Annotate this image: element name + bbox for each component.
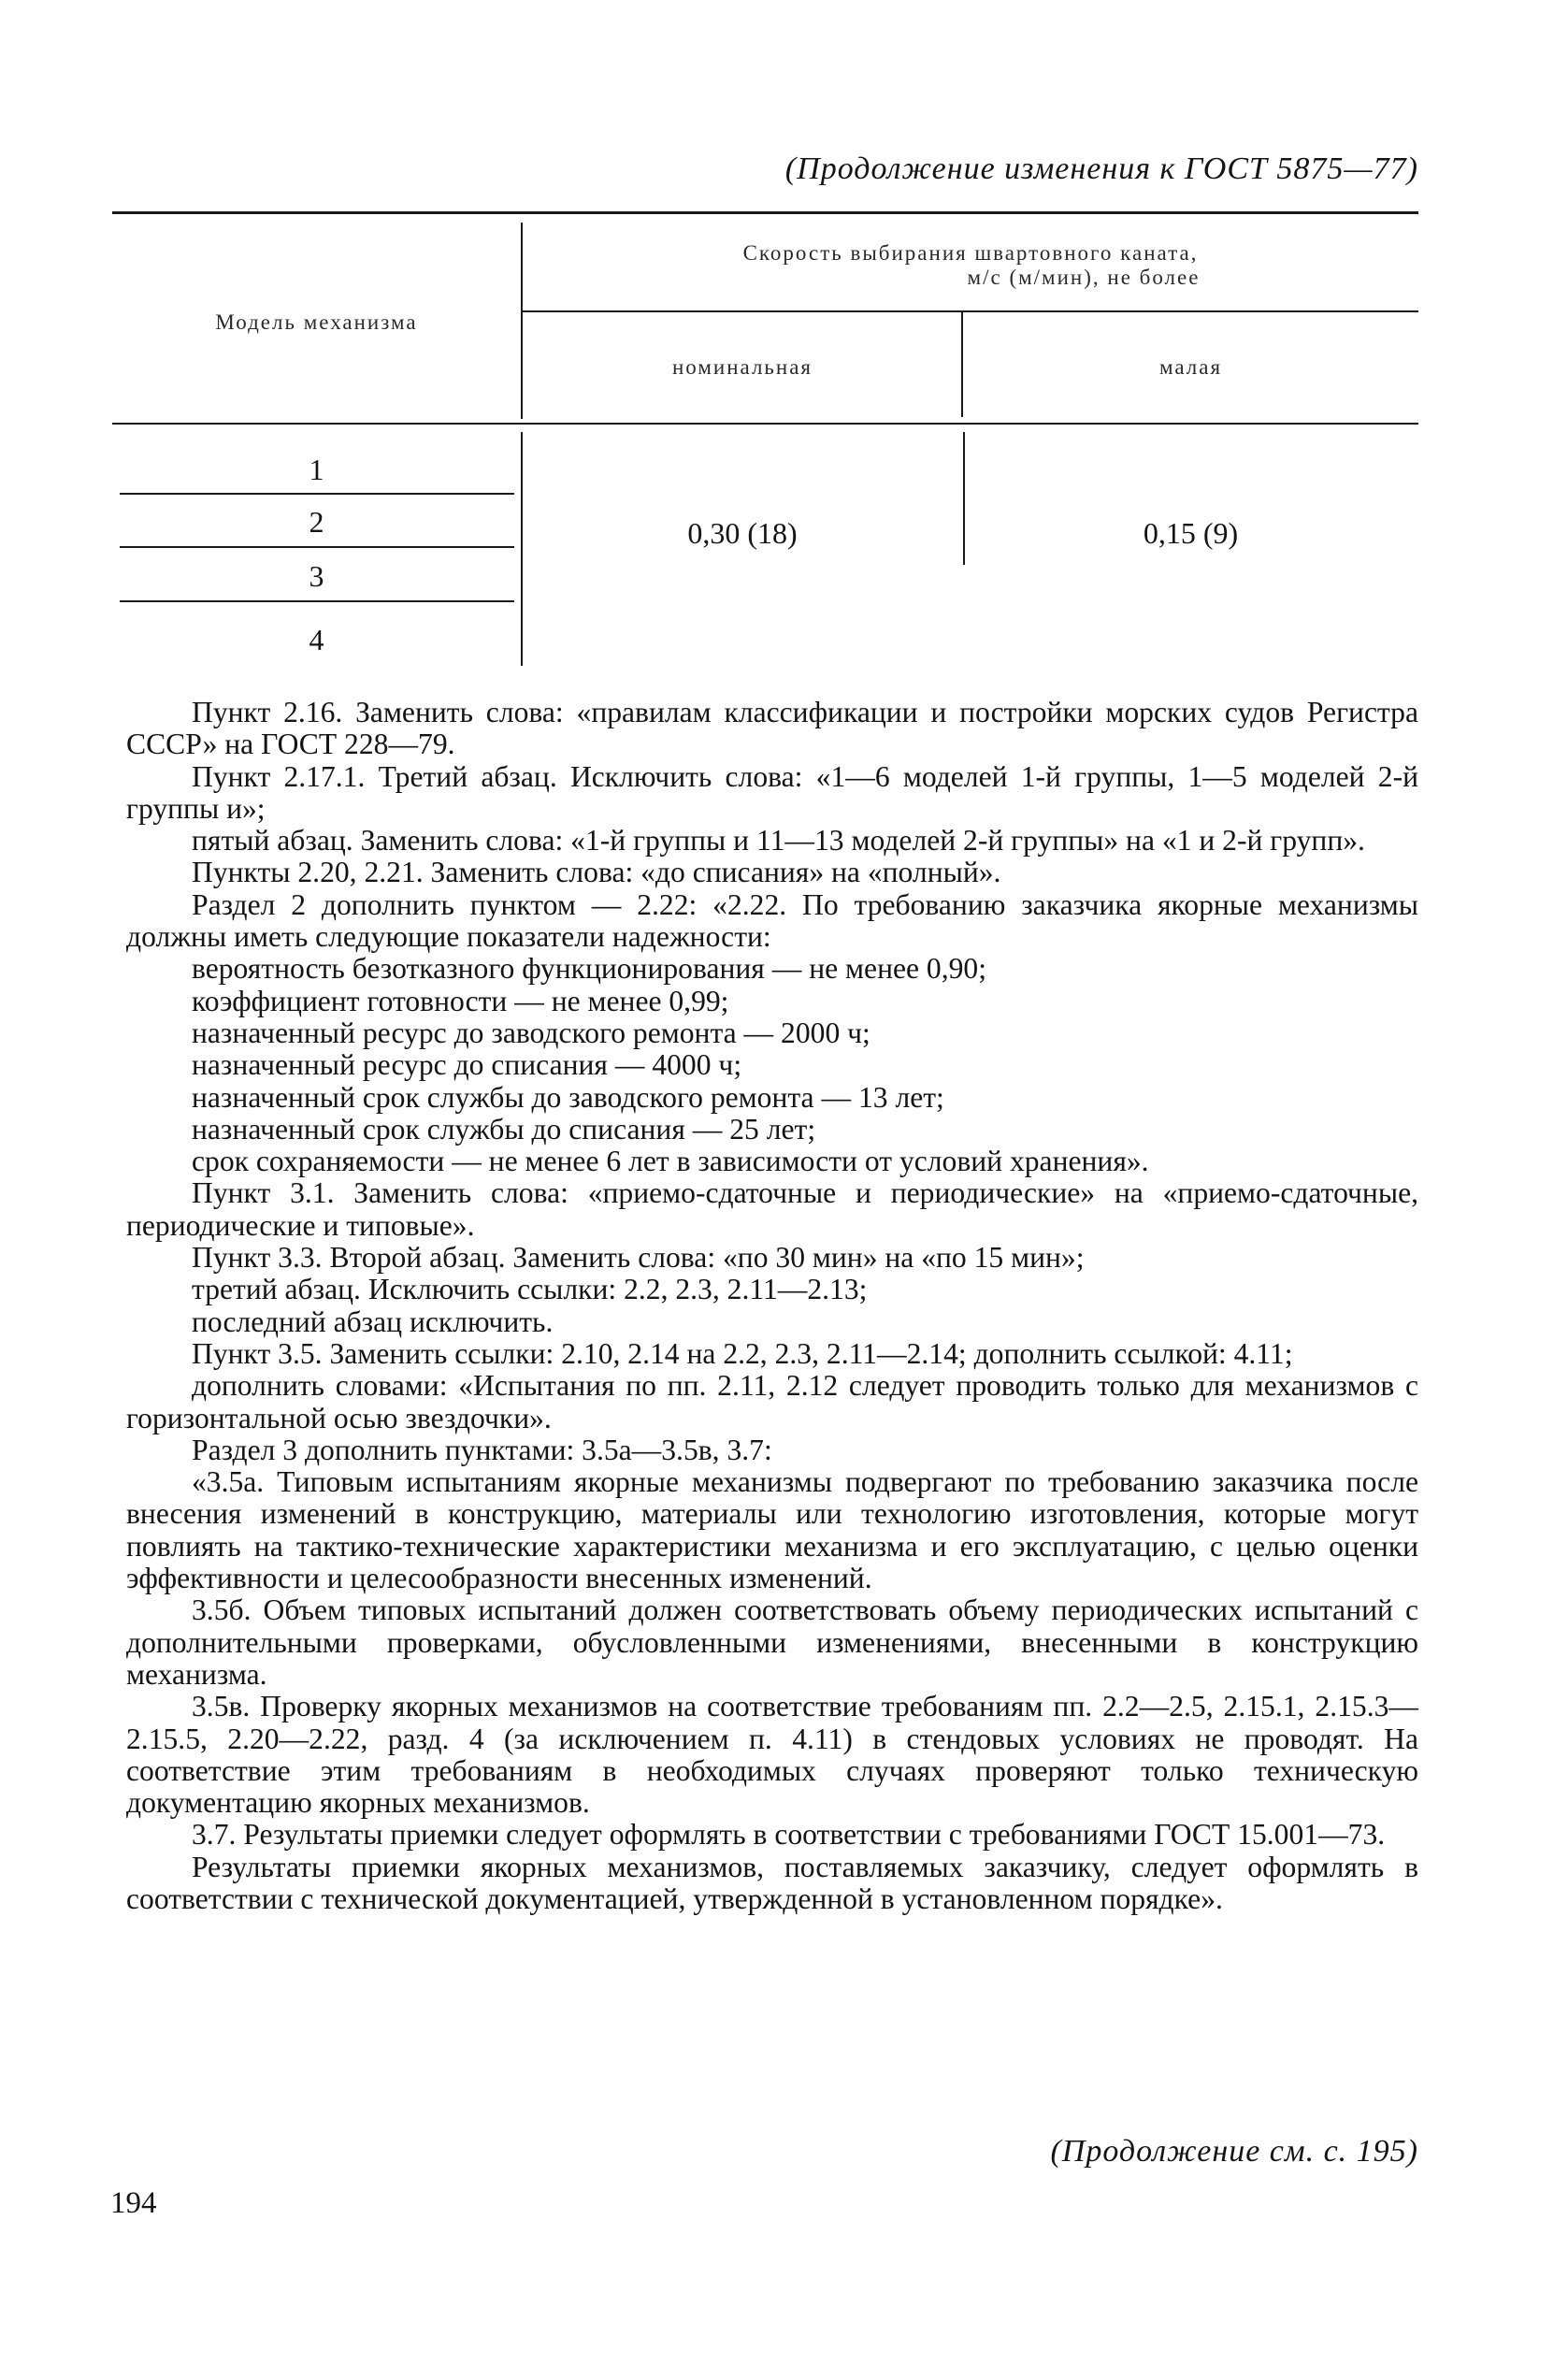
amendment-text [126, 697, 1418, 1915]
paragraph: 3.7. Результаты приемки следует оформлять в соответствии с требованиями ГОСТ 15.001—73. [192, 1818, 1386, 1852]
paragraph: Пункт 2.17.1. Третий абзац. Исключить слова: «1—6 моделей 1-й группы, 1—5 моделей 2-й группы и»; [126, 759, 1418, 825]
table-header-speed-line2: м/с (м/мин), не более [967, 266, 1201, 289]
paragraph: Пункт 3.1. Заменить слова: «приемо-сдаточные и периодические» на «приемо-сдаточные, периодические и типовые». [126, 1176, 1418, 1242]
paragraph: третий абзац. Исключить ссылки: 2.2, 2.3, 2.11—2.13; [192, 1273, 868, 1306]
paragraph: Раздел 2 дополнить пунктом — 2.22: «2.22. По требованию заказчика якорные механизмы должны иметь следующие показатели надежности: [126, 887, 1418, 954]
paragraph: Результаты приемки якорных механизмов, поставляемых заказчику, следует оформлять в соответствии с технической документацией, утвержденной в установленном порядке». [126, 1850, 1418, 1915]
speed-table [112, 208, 1418, 675]
paragraph: Пункт 3.5. Заменить ссылки: 2.10, 2.14 на 2.2, 2.3, 2.11—2.14; дополнить ссылкой: 4.11; [192, 1336, 1293, 1370]
page-number: 194 [110, 2186, 157, 2220]
table-row-model: 2 [309, 505, 324, 539]
paragraph: Раздел 3 дополнить пунктами: 3.5а—3.5в, 3.7: [192, 1433, 772, 1466]
table-value-low: 0,15 (9) [1143, 516, 1239, 550]
page-footer-continuation: (Продолжение см. с. 195) [1050, 2134, 1418, 2169]
paragraph: Пункт 3.3. Второй абзац. Заменить слова: «по 30 мин» на «по 15 мин»; [192, 1241, 1085, 1275]
paragraph: последний абзац исключить. [192, 1305, 554, 1338]
paragraph: пятый абзац. Заменить слова: «1-й группы и 11—13 моделей 2-й группы» на «1 и 2-й групп». [192, 824, 1365, 858]
table-row-model: 4 [309, 623, 324, 656]
table-speed-header-rule [523, 310, 1418, 312]
table-value-nominal: 0,30 (18) [687, 516, 798, 550]
paragraph: «3.5а. Типовым испытаниям якорные механизмы подвергают по требованию заказчика после внесения изменений в конструкцию, материалы или технологию изготовления, которые могут повлиять на тактико-технические характеристики механизма и его эксплуатацию, с целью оценки эффективности и целесообразности внесенных изменений. [126, 1465, 1418, 1595]
page-header-continuation: (Продолжение изменения к ГОСТ 5875—77) [784, 151, 1418, 186]
paragraph: назначенный срок службы до списания — 25 лет; [192, 1112, 816, 1146]
paragraph: срок сохраняемости — не менее 6 лет в зависимости от условий хранения». [192, 1145, 1149, 1178]
table-row-model: 3 [309, 559, 324, 593]
paragraph: назначенный срок службы до заводского ремонта — 13 лет; [192, 1080, 944, 1114]
table-header-nominal: номинальная [671, 355, 813, 379]
paragraph: Пункт 2.16. Заменить слова: «правилам классификации и постройки морских судов Регистра СССР» на ГОСТ 228—79. [126, 696, 1418, 761]
table-header-speed-line1: Скорость выбирания швартовного каната, [742, 241, 1199, 265]
paragraph: Пункты 2.20, 2.21. Заменить слова: «до списания» на «полный». [192, 856, 1001, 889]
paragraph: дополнить словами: «Испытания по пп. 2.11, 2.12 следует проводить только для механизмов с горизонтальной осью звездочки». [126, 1369, 1418, 1434]
paragraph: назначенный ресурс до списания — 4000 ч; [192, 1048, 742, 1082]
paragraph: вероятность безотказного функционирования — не менее 0,90; [192, 952, 986, 986]
paragraph: 3.5б. Объем типовых испытаний должен соответствовать объему периодических испытаний с дополнительными проверками, обусловленными изменениями, внесенными в конструкцию механизма. [126, 1593, 1418, 1691]
paragraph: назначенный ресурс до заводского ремонта — 2000 ч; [192, 1016, 870, 1049]
table-row-rule [120, 546, 514, 548]
table-header-model: Модель механизма [215, 310, 418, 334]
table-row-rule [120, 600, 514, 602]
table-header-bottom-rule [112, 423, 1418, 425]
table-row-rule [120, 493, 514, 495]
table-row-model: 1 [309, 453, 324, 486]
table-header-low: малая [1158, 355, 1223, 379]
table-top-rule [112, 211, 1418, 214]
paragraph: 3.5в. Проверку якорных механизмов на соответствие требованиям пп. 2.2—2.5, 2.15.1, 2.15.3—2.15.5, 2.20—2.22, разд. 4 (за исключением п. 4.11) в стендовых условиях не проводят. На соответствие этим требованиям в необходимых случаях проверяют только техническую документацию якорных механизмов. [126, 1690, 1418, 1820]
paragraph: коэффициент готовности — не менее 0,99; [192, 984, 729, 1017]
